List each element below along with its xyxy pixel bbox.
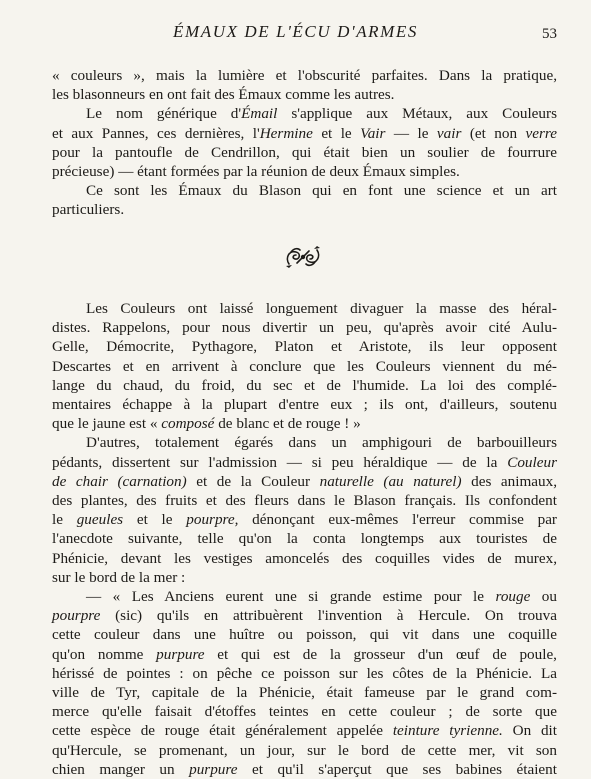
italic-run: composé	[161, 415, 215, 433]
text-run: ville de Tyr, capitale de la Phénicie, était fameuse par le grand com-	[52, 684, 557, 702]
italic-run: pourpre,	[186, 511, 239, 529]
italic-run: Couleur	[507, 453, 557, 471]
text-line	[52, 625, 557, 644]
text-run: Gelle, Démocrite, Pythagore, Platon et Aristote, ils leur opposent	[52, 338, 557, 356]
text-run: particuliers.	[52, 201, 125, 219]
text-line	[52, 124, 557, 143]
text-run: et qui est de la grosseur d'un œuf de poule,	[204, 645, 557, 663]
text-line	[52, 433, 557, 452]
text-run: Phénicie, devant les vestiges amoncelés des coquilles vides de murex,	[52, 549, 557, 567]
text-run: mentaires échappe à la plupart d'entre eux ; ils ont, d'ailleurs, soutenu	[52, 396, 557, 414]
running-title: ÉMAUX DE L'ÉCU D'ARMES	[172, 22, 419, 41]
text-run: lange du chaud, du froid, du sec et de l'humide. La loi des complé-	[52, 376, 557, 394]
text-line	[52, 453, 557, 472]
text-run: de blanc et de rouge ! »	[214, 415, 361, 433]
text-line	[52, 568, 557, 587]
text-line	[52, 683, 557, 702]
text-run: Le nom générique d'	[86, 105, 242, 123]
floral-fleuron-icon	[283, 244, 323, 270]
text-line	[52, 181, 557, 200]
text-line	[52, 741, 557, 760]
italic-run: Vair	[360, 124, 386, 142]
text-run: D'autres, totalement égarés dans un amphigouri de barbouilleurs	[86, 434, 557, 452]
text-block-top	[52, 66, 557, 220]
text-line	[52, 606, 557, 625]
italic-run: vair	[436, 124, 462, 142]
text-run: — « Les Anciens eurent une si grande estime pour le	[86, 588, 496, 606]
text-line	[52, 337, 557, 356]
text-run: Les Couleurs ont laissé longuement divaguer la masse des héral-	[86, 300, 557, 317]
italic-run: gueules	[76, 511, 124, 529]
text-run: hérissé de pointes : on pêche ce poisson sur les côtes de la Phénicie. La	[52, 664, 557, 682]
text-run: merce qu'elle faisait d'étoffes teintes en cette couleur ; de sorte que	[52, 703, 557, 721]
text-run: (sic) qu'ils en attribuèrent l'invention à Hercule. On trouva	[100, 607, 557, 625]
text-run: distes. Rappelons, pour nous divertir un peu, qu'après avoir cité Aulu-	[52, 319, 557, 337]
text-run: précieuse) — étant formées par la réunion de deux Émaux simples.	[52, 163, 460, 181]
text-run: dénonçant eux-mêmes l'erreur commise par	[238, 511, 557, 529]
text-line	[52, 721, 557, 740]
text-line	[52, 376, 557, 395]
text-line	[52, 104, 557, 123]
text-run: chien manger un	[52, 760, 190, 778]
text-line	[52, 357, 557, 376]
text-line	[52, 702, 557, 721]
text-run: ou	[530, 588, 557, 606]
text-line	[52, 760, 557, 779]
text-run: (et non	[461, 124, 526, 142]
italic-run: de chair (carnation)	[52, 472, 187, 490]
text-run: pour la pantoufle de Cendrillon, qui était bien un soulier de fourrure	[52, 143, 557, 161]
italic-run: pourpre	[52, 607, 101, 625]
text-line	[52, 143, 557, 162]
italic-run: verre	[525, 124, 557, 142]
text-run: « couleurs », mais la lumière et l'obscurité parfaites. Dans la pratique,	[52, 67, 557, 84]
page-number: 53	[542, 26, 557, 42]
text-run: des plantes, des fruits et des fleurs dans le Blason français. Ils confondent	[52, 492, 557, 510]
text-run: le	[52, 511, 77, 529]
italic-run: Émail	[241, 105, 278, 123]
italic-run: rouge	[495, 588, 531, 606]
text-line	[52, 491, 557, 510]
running-head	[0, 22, 591, 44]
text-line	[52, 66, 557, 85]
text-line	[52, 664, 557, 683]
text-line	[52, 414, 557, 433]
text-line	[52, 395, 557, 414]
italic-run: teinture tyrienne.	[392, 722, 503, 740]
text-run: s'applique aux Métaux, aux Couleurs	[277, 105, 557, 123]
text-run: cette couleur dans une huître ou poisson, qui vit dans une coquille	[52, 626, 557, 644]
text-line	[52, 200, 557, 219]
text-run: et de la Couleur	[186, 472, 320, 490]
text-line	[52, 85, 557, 104]
text-run: Ce sont les Émaux du Blason qui en font une science et un art	[86, 182, 557, 200]
text-run: et le	[123, 511, 187, 529]
text-line	[52, 318, 557, 337]
text-line	[52, 472, 557, 491]
text-run: cette espèce de rouge était généralement appelée	[52, 722, 393, 740]
text-run: l'anecdote suivante, telle qu'on la conta longtemps aux touristes de	[52, 530, 557, 548]
text-run: des animaux,	[461, 472, 558, 490]
italic-run: purpure	[189, 760, 238, 778]
text-line	[52, 299, 557, 318]
text-run: et le	[312, 124, 361, 142]
text-run: et aux Pannes, ces dernières, l'	[52, 124, 260, 142]
text-run: On dit	[502, 722, 557, 740]
text-line	[52, 549, 557, 568]
text-line	[52, 529, 557, 548]
text-run: pédants, dissertent sur l'admission — si peu héraldique — de la	[52, 453, 508, 471]
text-run: qu'Hercule, se promenant, un jour, sur le bord de cette mer, vit son	[52, 741, 557, 759]
text-run: que le jaune est «	[52, 415, 162, 433]
italic-run: Hermine	[259, 124, 313, 142]
text-line	[52, 645, 557, 664]
text-run: les blasonneurs en ont fait des Émaux comme les autres.	[52, 86, 395, 104]
text-line	[52, 162, 557, 181]
text-block-main	[52, 299, 557, 779]
text-run: — le	[385, 124, 437, 142]
text-run: sur le bord de la mer :	[52, 568, 186, 586]
text-run: Descartes et en arrivent à conclure que les Couleurs viennent du mé-	[52, 357, 557, 375]
italic-run: naturelle (au naturel)	[319, 472, 462, 490]
text-run: qu'on nomme	[52, 645, 157, 663]
text-line	[52, 587, 557, 606]
text-line	[52, 510, 557, 529]
italic-run: purpure	[156, 645, 205, 663]
text-run: et qu'il s'aperçut que ses babines étaient	[237, 760, 557, 778]
